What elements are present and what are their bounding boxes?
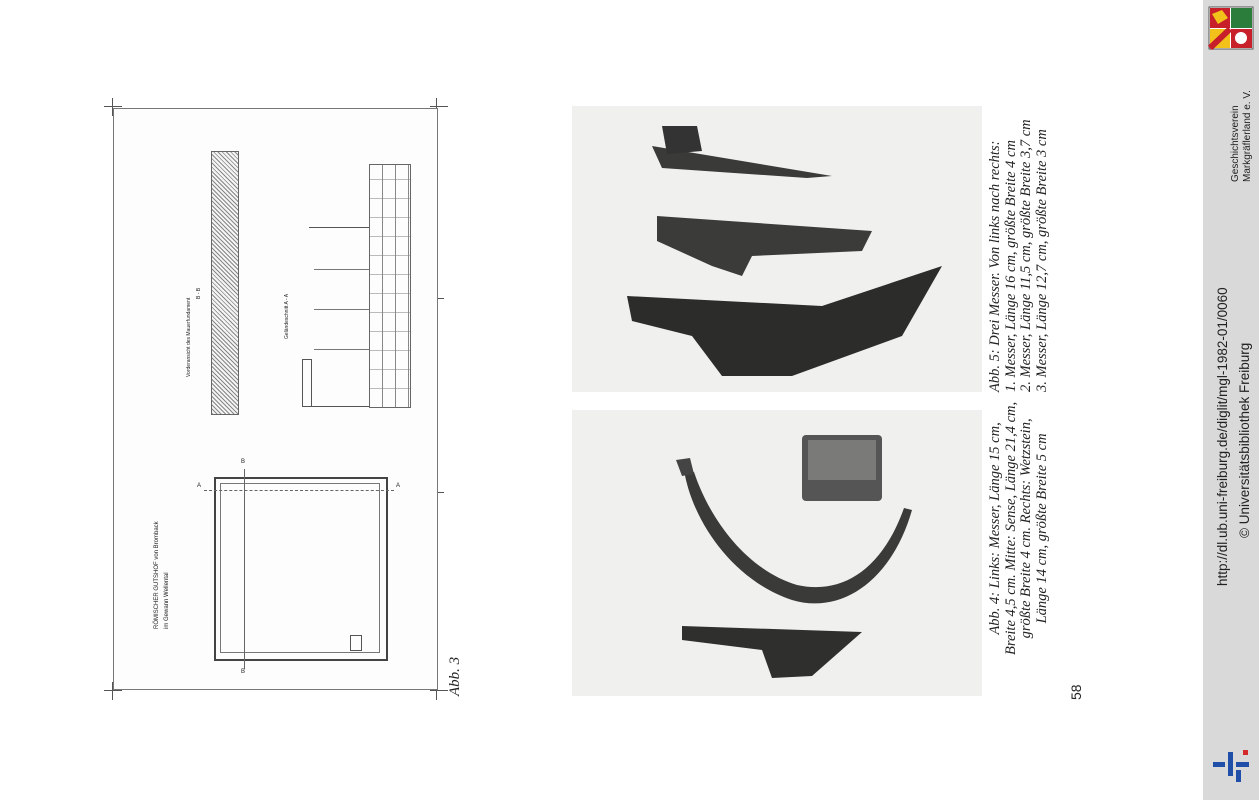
- knife-2: [657, 216, 872, 276]
- section-profile-step: [302, 359, 312, 407]
- knife-1-handle: [662, 126, 702, 154]
- plan-subtitle: im Gewann Wellental: [164, 572, 170, 629]
- knife: [682, 626, 862, 678]
- axis-line-a-a: [204, 490, 394, 491]
- plan-title: RÖMISCHER GUTSHOF von Bromback: [154, 521, 160, 629]
- copyright-text: © Universitätsbibliothek Freiburg: [1237, 342, 1252, 538]
- figure5-photo: [572, 106, 982, 392]
- figure5-caption-line-2: 1. Messer, Länge 16 cm, größte Breite 4 cm: [1002, 140, 1019, 392]
- figure5-caption-line-4: 3. Messer, Länge 12,7 cm, größte Breite 3 cm: [1033, 129, 1050, 392]
- page-number: 58: [1068, 684, 1084, 700]
- crop-mark: [104, 106, 122, 107]
- whetstone-highlight: [808, 440, 876, 480]
- label-a-bottom: A: [396, 483, 401, 489]
- sickle-tang: [676, 458, 694, 476]
- figure4-caption-line-2: Breite 4,5 cm. Mitte: Sense, Länge 21,4 cm,: [1002, 401, 1019, 655]
- ub-freiburg-logo-icon: [1211, 748, 1251, 784]
- figure4-photo: [572, 410, 982, 696]
- knife-3: [627, 266, 942, 376]
- section-profile: [309, 227, 370, 407]
- figure3-label: Abb. 3: [447, 656, 463, 696]
- plan-drawing: [113, 108, 438, 690]
- figure4-caption: [988, 402, 1050, 655]
- section-line: [314, 309, 369, 310]
- society-name-line-2: Markgräflerland e. V.: [1242, 90, 1253, 182]
- crop-mark: [430, 106, 448, 107]
- building-detail: [350, 635, 362, 651]
- figure4-caption-line-3: größte Breite 4 cm. Rechts: Wetzstein,: [1018, 418, 1034, 639]
- axis-line-b-b: [244, 469, 245, 669]
- figure5-caption-line-1: Abb. 5: Drei Messer. Von links nach rechts:: [987, 140, 1003, 392]
- section-title: Geländeschnitt A - A: [284, 293, 290, 339]
- crest-icon: [1208, 6, 1254, 50]
- sidebar: [1203, 0, 1259, 800]
- elevation-strip: [211, 151, 239, 415]
- section-line: [314, 349, 369, 350]
- society-name-line-1: Geschichtsverein: [1230, 105, 1241, 182]
- elevation-subtitle: B - B: [196, 287, 202, 299]
- figure4-caption-line-1: Abb. 4: Links: Messer, Länge 15 cm,: [987, 422, 1003, 635]
- figure5-caption: [988, 119, 1050, 392]
- elevation-title: Vorderansicht des Mauerfundament: [186, 297, 192, 377]
- label-b-right: B: [241, 459, 246, 465]
- figure4-caption-line-4: Länge 14 cm, größte Breite 5 cm: [1033, 433, 1050, 624]
- section-table: [369, 164, 411, 408]
- crop-mark: [104, 690, 122, 691]
- crop-mark: [430, 690, 448, 691]
- label-b-left: B: [241, 669, 246, 675]
- source-url-link[interactable]: http://dl.ub.uni-freiburg.de/diglit/mgl-1982-01/0060: [1215, 287, 1230, 586]
- figure4-artifacts: [572, 410, 982, 696]
- section-line: [314, 269, 369, 270]
- figure5-caption-line-3: 2. Messer, Länge 11,5 cm, größte Breite 3,7 cm: [1018, 119, 1034, 392]
- figure5-artifacts: [572, 106, 982, 392]
- label-a-top: A: [197, 483, 202, 489]
